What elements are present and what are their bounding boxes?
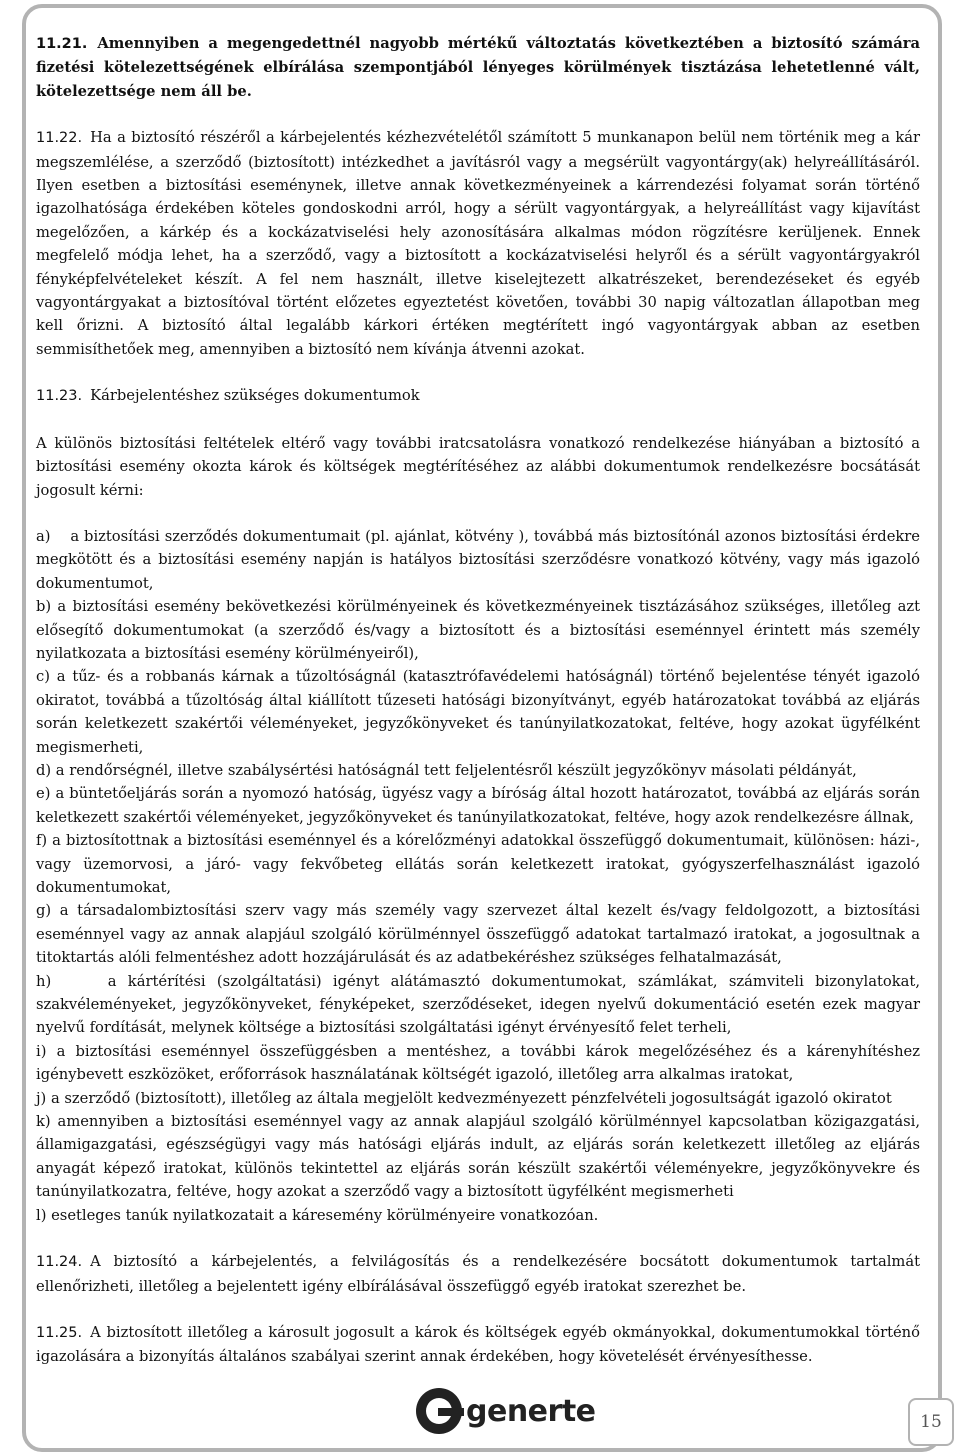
section-11-21 [36,32,920,103]
list-item: j) a szerződő (biztosított), illetőleg az általa megjelölt kedvezményezett pénzfelvételi jogosultságát igazoló okiratot [36,1089,892,1107]
section-11-24 [36,1250,920,1298]
section-number: 11.23. [36,388,83,405]
section-number: 11.24. [36,1254,83,1271]
section-11-25 [36,1321,920,1369]
section-text: A biztosított illetőleg a károsult jogosult a károk és költségek egyéb okmányokkal, dokumentumokkal történő igazolására a bizonyítás általános szabályai szerint annak érdekében, hogy követelését érvényesíthesse. [36,1323,920,1366]
list-item: b) a biztosítási esemény bekövetkezési körülményeinek és következményeinek tisztázásához szükséges, illetőleg azt elősegítő dokumentumokat (a szerződő és/vagy a biztosított és a biztosítási eseménnyel érintett más személy nyilatkozata a biztosítási esemény körülményeiről), [36,598,920,662]
list-item: a) a biztosítási szerződés dokumentumait (pl. ajánlat, kötvény ), továbbá más biztosítónál azonos biztosítási érdekre megkötött és a biztosítási esemény napján is hatályos biztosítási szerződésre vonatkozó kötvény, vagy más igazoló dokumentumot, [36,527,925,592]
section-number: 11.22. [36,130,83,147]
list-item: e) a büntetőeljárás során a nyomozó hatóság, ügyész vagy a bíróság által hozott határozatot, továbbá az eljárás során keletkezett szakértői véleményeket, jegyzőkönyveket és tanúnyilatkozatokat, feltéve, hogy azok rendelkezésre állnak, [36,785,920,826]
list-item: g) a társadalombiztosítási szerv vagy más személy vagy szervezet által kezelt és/vagy feldolgozott, a biztosítási eseménnyel vagy az annak alapjául szolgáló körülménnyel összefüggő adatokat tartalmazó iratokat, a jogosultnak a titoktartás alóli felmentéshez adott hozzájárulását és az adatbekéréshez szükséges felhatalmazását, [36,902,920,967]
section-11-23-intro: A különös biztosítási feltételek eltérő vagy további iratcsatolásra vonatkozó rendelkezése hiányában a biztosító a biztosítási esemény okozta károk és költségek megtérítéséhez az alábbi dokumentumok rendelkezésre bocsátását jogosult kérni: [36,434,920,499]
list-item: c) a tűz- és a robbanás kárnak a tűzoltóságnál (katasztrófavédelemi hatóságnál) történő bejelentése tényét igazoló okiratot, továbbá a tűzoltóság által kiállított tűzeseti hatósági bizonyítványt, egyéb határozatokat továbbá az eljárás során keletkezett szakértői véleményeket, jegyzőkönyveket és tanúnyilatkozatokat, feltéve, hogy azokat ügyfélként megismerheti, [36,668,920,756]
list-item: h) a kártérítési (szolgáltatási) igényt alátámasztó dokumentumokat, számlákat, számviteli bizonylatokat, szakvéleményeket, jegyzőkönyveket, fényképeket, szerződéseket, idegen nyelvű dokumentáció esetén ezek magyar nyelvű fordítását, melynek költsége a biztosítási szolgáltatási igényt érvényesítő felet terheli, [36,972,925,1037]
section-11-22 [36,126,920,361]
list-item: k) amennyiben a biztosítási eseménnyel vagy az annak alapjául szolgáló körülménnyel kapcsolatban közigazgatási, államigazgatási, egészségügyi vagy más hatósági eljárás indult, az eljárás során keletkezett illetőleg az eljárás anyagát képező iratokat, különös tekintettel az eljárás során készült szakértői véleményekre, jegyzőkönyvekre és tanúnyilatkozatra, feltéve, hogy azokat a szerződő vagy a biztosított ügyfélként megismerheti [36,1113,920,1201]
section-text: A biztosító a kárbejelentés, a felvilágosítás és a rendelkezésére bocsátott dokumentumok tartalmát ellenőrizheti, illetőleg a bejelentett igény elbírálásával összefüggő egyéb iratokat szerezhet be. [36,1253,920,1295]
list-item: i) a biztosítási eseménnyel összefüggésben a mentéshez, a további károk megelőzéséhez és a kárenyhítéshez igénybevett eszközöket, erőforrások használatának költségét igazoló, illetőleg arra alkalmas iratokat, [36,1042,920,1084]
section-11-23-heading [36,384,920,408]
logo-text: generte [466,1393,596,1429]
generali-logo [416,1382,606,1440]
logo-g-icon [416,1388,462,1434]
list-item: d) a rendőrségnél, illetve szabálysértési hatóságnál tett feljelentésről készült jegyzőkönyv másolati példányát, [36,761,857,779]
document-list [36,525,925,1227]
section-title: Kárbejelentéshez szükséges dokumentumok [90,387,420,405]
list-item: l) esetleges tanúk nyilatkozatait a káresemény körülményeire vonatkozóan. [36,1206,599,1224]
section-number: 11.25. [36,1324,83,1341]
section-number: 11.21. [36,36,88,52]
page-number: 15 [908,1398,954,1446]
list-item: f) a biztosítottnak a biztosítási eseménnyel és a kórelőzményi adatokkal összefüggő dokumentumait, különösen: házi-, vagy üzemorvosi, a járó- vagy fekvőbeteg ellátás során keletkezett iratokat, gyógyszerfelhasználást igazoló dokumentumokat, [36,832,920,896]
section-text: Amennyiben a megengedettnél nagyobb mértékű változtatás következtében a biztosító számára fizetési kötelezettségének elbírálása szempontjából lényeges körülmények tisztázása lehetetlenné vált, kötelezettsége nem áll be. [36,35,920,100]
document-body [36,32,925,1369]
section-text: Ha a biztosító részéről a kárbejelentés kézhezvételétől számított 5 munkanapon belül nem történik meg a kár megszemlélése, a szerződő (biztosított) intézkedhet a javításról vagy a megsérült vagyontárgy(ak) helyreállításáról. Ilyen esetben a biztosítási eseménynek, illetve annak következményeinek a kárrendezési folyamat során történő igazolhatósága érdekében köteles gondoskodni arról, hogy a sérült vagyontárgyak, a helyreállítást vagy kijavítást megelőzően, a kárkép és a kockázatviselési hely azonosítására alkalmas módon rögzítésre kerüljenek. Ennek megfelelő módja lehet, ha a szerződő, vagy a biztosított a kockázatviselési helyről és a sérült vagyontárgyakról fényképfelvételeket készít. A fel nem használt, illetve kiselejtezett alkatrészeket, berendezéseket és egyéb vagyontárgyakat a biztosítóval történt előzetes egyeztetést követően, további 30 napig változatlan állapotban meg kell őrizni. A biztosító által legalább kárkori értéken megtérített ingó vagyontárgyak abban az esetben semmisíthetőek meg, amennyiben a biztosító nem kívánja átvenni azokat. [36,129,920,358]
